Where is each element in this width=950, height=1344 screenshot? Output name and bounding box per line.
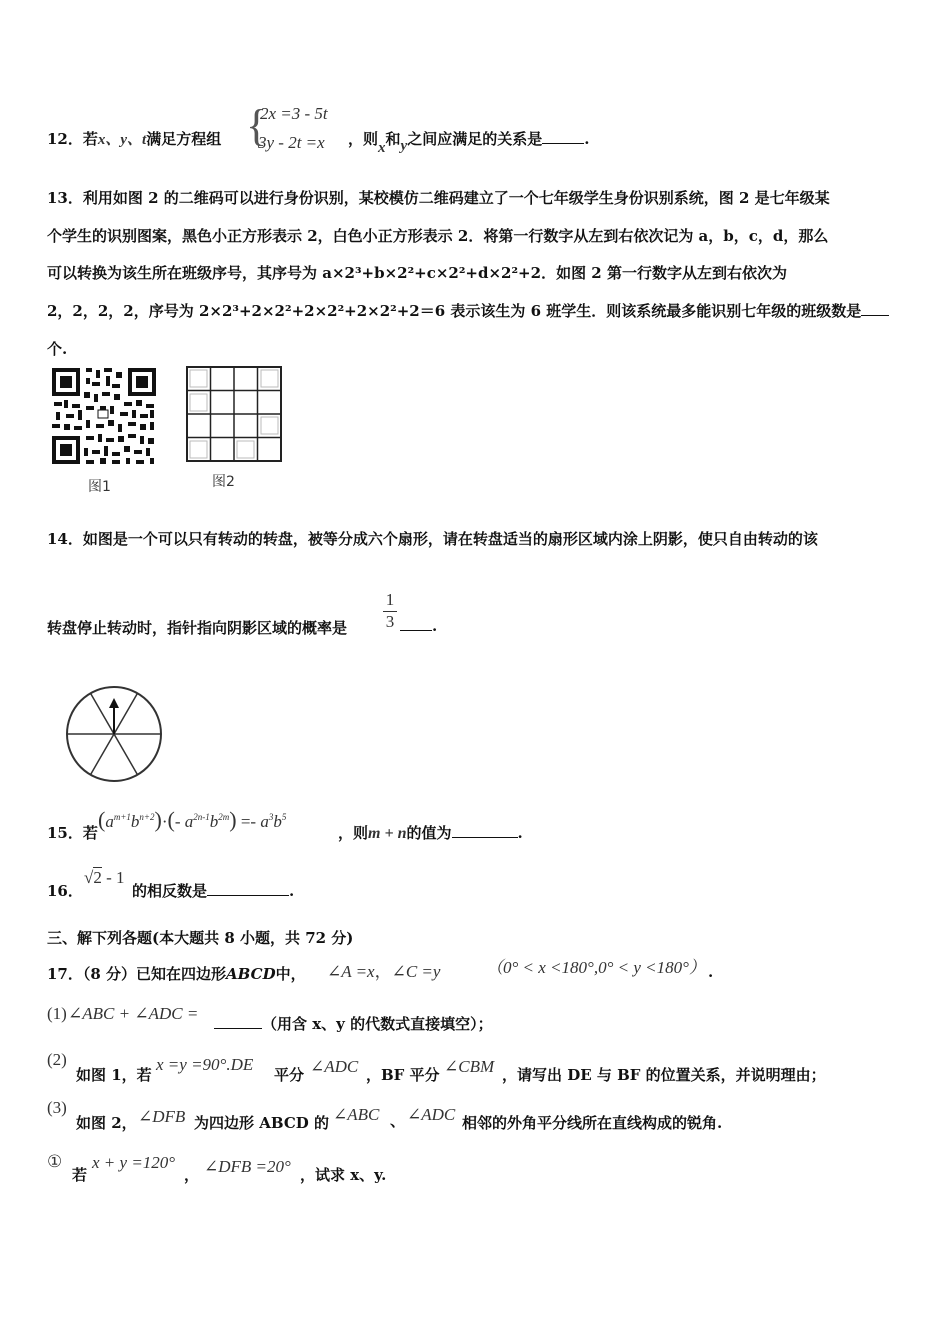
- q12-label: [47, 128, 221, 149]
- q17-s1-a: 若: [72, 1166, 88, 1184]
- q15-mn: m + n: [368, 825, 407, 842]
- q13-line3: 可以转换为该生所在班级序号，其序号为 a×2³+b×2²+c×2²+d×2²+2．如图 2 第一行数字从左到右依次为: [47, 264, 787, 282]
- q17-p1-expr: ∠ABC + ∠ADC =: [68, 1004, 199, 1023]
- q16-end: .: [289, 882, 295, 900]
- q12-eq2: 3y - 2t =x: [258, 133, 325, 152]
- q12-tail: [348, 128, 589, 157]
- q12-num: 12．若: [47, 130, 98, 148]
- q15-num: 15．若: [47, 824, 98, 842]
- q14-frac: [383, 590, 397, 632]
- q16-tail: [132, 880, 294, 901]
- q14-line1: 14．如图是一个可以只有转动的转盘，被等分成六个扇形，请在转盘适当的扇形区域内涂上阴影，使只自由转动的该: [47, 530, 818, 548]
- q16-num: 16．: [47, 882, 83, 900]
- q15-tail: [338, 822, 523, 843]
- section3-title: 三、解下列各题(本大题共 8 小题，共 72 分): [47, 929, 354, 947]
- q17-p2-b: 平分: [274, 1066, 305, 1084]
- q17-p2-cbm: ∠CBM: [444, 1057, 495, 1076]
- q17-head-text: 17．（8 分）已知在四边形: [47, 965, 227, 983]
- q14-frac-num: 1: [385, 590, 395, 609]
- q17-p3-dfb: ∠DFB: [138, 1107, 186, 1126]
- q17-mid: 中，: [275, 965, 306, 983]
- q15-expr: $(a^{m+1}b^{n+2})\cdot(-$ $a^{2n-1}b^{2m}) =- a^3b^5$: [98, 807, 287, 832]
- q17-abcd: ABCD: [226, 965, 276, 983]
- q12-x: x: [378, 140, 386, 156]
- q14-tail: [400, 617, 437, 635]
- q12-and: 和: [385, 130, 401, 148]
- q17-p3-c: 、: [390, 1112, 406, 1130]
- fig1-caption: 图1: [88, 479, 111, 495]
- q12-satisfy: 满足方程组: [146, 130, 222, 148]
- q13-line5: 个.: [47, 340, 68, 358]
- q14-end: .: [432, 617, 438, 635]
- q17-p3-num: (3): [47, 1098, 67, 1117]
- q12-eq1: 2x =3 - 5t: [260, 104, 328, 123]
- q13-line1: 13．利用如图 2 的二维码可以进行身份识别，某校模仿二维码建立了一个七年级学生身份识别系统，图 2 是七年级某: [47, 189, 830, 207]
- q17-p3-adc: ∠ADC: [407, 1105, 456, 1124]
- q12-tail-text: 之间应满足的关系是: [407, 130, 543, 148]
- spinner-figure: [62, 684, 166, 784]
- q17-p1-num: (1): [47, 1004, 67, 1023]
- q17-end: .: [708, 963, 714, 981]
- q15-end: .: [517, 824, 523, 842]
- q17-sep: ，: [374, 962, 392, 981]
- qr-finder-tl: [52, 368, 80, 396]
- q12-vars: x、y、t: [97, 132, 147, 148]
- q17-s1-c: ，试求 x、y.: [300, 1166, 387, 1184]
- qr-finder-bl: [52, 436, 80, 464]
- qr-finder-tr: [128, 368, 156, 396]
- q17-p2-expr: x =y =90°.DE: [156, 1055, 254, 1074]
- q17-cond3: （0° < x <180°,0° < y <180°）: [486, 958, 706, 977]
- q17-p1-tail-text: （用含 x、y 的代数式直接填空）；: [262, 1015, 493, 1033]
- q15-then: ，则: [338, 824, 369, 842]
- q14-frac-den: 3: [383, 611, 397, 632]
- q15-tail-text: 的值为: [406, 824, 452, 842]
- q16-tail-text: 的相反数是: [132, 882, 208, 900]
- fig2-caption: 图2: [212, 474, 235, 490]
- q17-s1-expr1: x + y =120°: [92, 1153, 176, 1172]
- q17-cond2: ∠C =y: [391, 962, 441, 981]
- q17-p2-adc: ∠ADC: [310, 1057, 359, 1076]
- qr-code-figure: [50, 366, 158, 466]
- q17-p2-d: ，请写出 DE 与 BF 的位置关系，并说明理由；: [502, 1066, 826, 1084]
- q17-p3-abc: ∠ABC: [333, 1105, 380, 1124]
- q17-s1-b: ，: [184, 1166, 200, 1184]
- q17-p3-b: 为四边形 ABCD 的: [194, 1114, 329, 1132]
- q17-cond: [327, 957, 440, 982]
- q17-p3-a: 如图 2，: [76, 1114, 137, 1132]
- q12-y: y: [400, 138, 408, 154]
- q13-line4: 2，2，2，2，序号为 2×2³+2×2²+2×2²+2×2²+2＝6 表示该生为 6 班学生．则该系统最多能识别七年级的班级数是: [47, 302, 862, 320]
- grid-figure: [186, 366, 282, 462]
- q17-p2-a: 如图 1，若: [76, 1066, 152, 1084]
- q17-p3-d: 相邻的外角平分线所在直线构成的锐角.: [462, 1114, 723, 1132]
- q17-s1-expr2: ∠DFB =20°: [204, 1157, 291, 1176]
- q12-then: ，则: [348, 130, 379, 148]
- q17-head: [47, 963, 306, 984]
- q13-line4-wrap: [47, 300, 889, 321]
- q17-p2-c: ，BF 平分: [366, 1066, 440, 1084]
- q12-end: .: [584, 130, 590, 148]
- q12-brace: {: [246, 101, 268, 150]
- q14-line2: 转盘停止转动时，指针指向阴影区域的概率是: [47, 619, 348, 637]
- q17-s1-num: ①: [47, 1152, 63, 1171]
- q17-p1-tail: [214, 1013, 493, 1034]
- q17-p2-num: (2): [47, 1050, 67, 1069]
- q17-cond1: ∠A =x: [327, 962, 375, 981]
- q16-expr: √2 - 1: [84, 868, 125, 887]
- q13-line2: 个学生的识别图案，黑色小正方形表示 2，白色小正方形表示 2．将第一行数字从左到右依次记为 a，b，c，d，那么: [47, 227, 829, 245]
